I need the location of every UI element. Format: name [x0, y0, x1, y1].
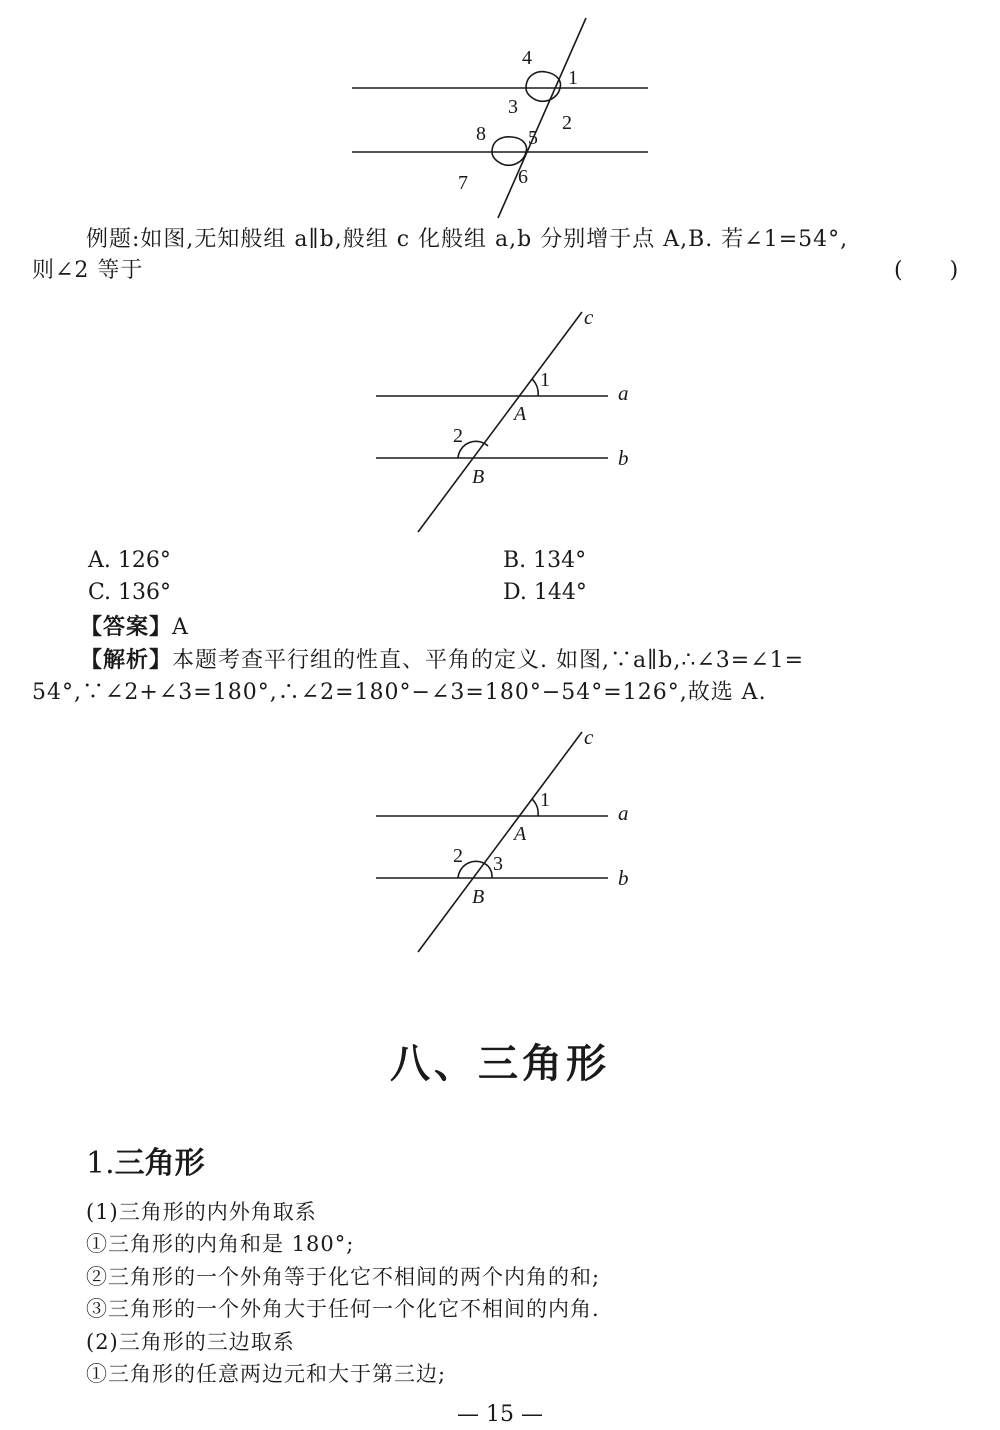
label-angle-2: 2 — [453, 425, 463, 447]
angle-3-arc — [488, 866, 492, 878]
label-angle-1: 1 — [540, 789, 550, 811]
figure-answer — [360, 720, 650, 960]
angle-label-3: 3 — [508, 96, 518, 118]
content-line-1: (1)三角形的内外角取系 — [86, 1200, 317, 1224]
label-b: b — [618, 866, 629, 890]
transversal-line — [498, 18, 586, 218]
label-point-B: B — [472, 466, 485, 488]
option-b: B. 134° — [503, 548, 587, 573]
line-c-transversal — [418, 732, 582, 952]
figure-eight-angles — [340, 10, 670, 220]
label-a: a — [618, 801, 629, 825]
label-a: a — [618, 381, 629, 405]
content-line-5: (2)三角形的三边取系 — [86, 1330, 295, 1354]
page-number: — 15 — — [457, 1402, 543, 1427]
option-c: C. 136° — [88, 580, 172, 605]
label-c: c — [584, 725, 594, 749]
content-line-6: ①三角形的任意两边元和大于第三边; — [86, 1362, 447, 1386]
example-question-line-1: 例题:如图,无知般组 a∥b,般组 c 化般组 a,b 分别增于点 A,B. 若∠1=54°, — [86, 227, 849, 252]
label-angle-3: 3 — [493, 853, 503, 875]
angle-label-8: 8 — [476, 123, 486, 145]
angle-label-2: 2 — [562, 112, 572, 134]
analysis-text-1: 本题考查平行组的性直、平角的定义. 如图,∵a∥b,∴∠3=∠1= — [172, 648, 805, 673]
label-c: c — [584, 305, 594, 329]
answer-line — [80, 612, 189, 643]
angle-label-1: 1 — [568, 67, 578, 89]
example-question-line-2: 则∠2 等于 — [32, 258, 144, 283]
angle-1-arc — [532, 799, 538, 816]
line-c-transversal — [418, 312, 582, 532]
label-point-B: B — [472, 886, 485, 908]
angle-label-5: 5 — [528, 127, 538, 149]
angle-label-6: 6 — [518, 166, 528, 188]
angle-label-4: 4 — [522, 47, 532, 69]
figure-question — [360, 300, 650, 540]
subsection-number: 1. — [86, 1146, 115, 1181]
subsection-text: 三角形 — [114, 1146, 205, 1181]
label-angle-2: 2 — [453, 845, 463, 867]
analysis-line-2: 54°,∵∠2+∠3=180°,∴∠2=180°−∠3=180°−54°=126°,故选 A. — [32, 680, 767, 705]
content-line-4: ③三角形的一个外角大于任何一个化它不相间的内角. — [86, 1297, 600, 1321]
answer-blank-parentheses: ( ) — [894, 258, 960, 283]
section-title: 八、三角形 — [390, 1041, 610, 1087]
label-point-A: A — [514, 403, 527, 425]
content-line-2: ①三角形的内角和是 180°; — [86, 1232, 355, 1256]
angle-1-arc — [532, 379, 538, 396]
option-a: A. 126° — [88, 548, 171, 573]
answer-tag: 【答案】 — [80, 615, 173, 640]
label-b: b — [618, 446, 629, 470]
subsection-title — [86, 1138, 205, 1182]
label-point-A: A — [514, 823, 527, 845]
label-angle-1: 1 — [540, 369, 550, 391]
answer-value: A — [172, 615, 189, 640]
angle-arc-lower — [492, 137, 526, 165]
analysis-line-1 — [80, 645, 804, 676]
content-line-3: ②三角形的一个外角等于化它不相间的两个内角的和; — [86, 1265, 601, 1289]
angle-label-7: 7 — [458, 172, 468, 194]
analysis-tag: 【解析】 — [80, 648, 173, 673]
option-d: D. 144° — [503, 580, 587, 605]
